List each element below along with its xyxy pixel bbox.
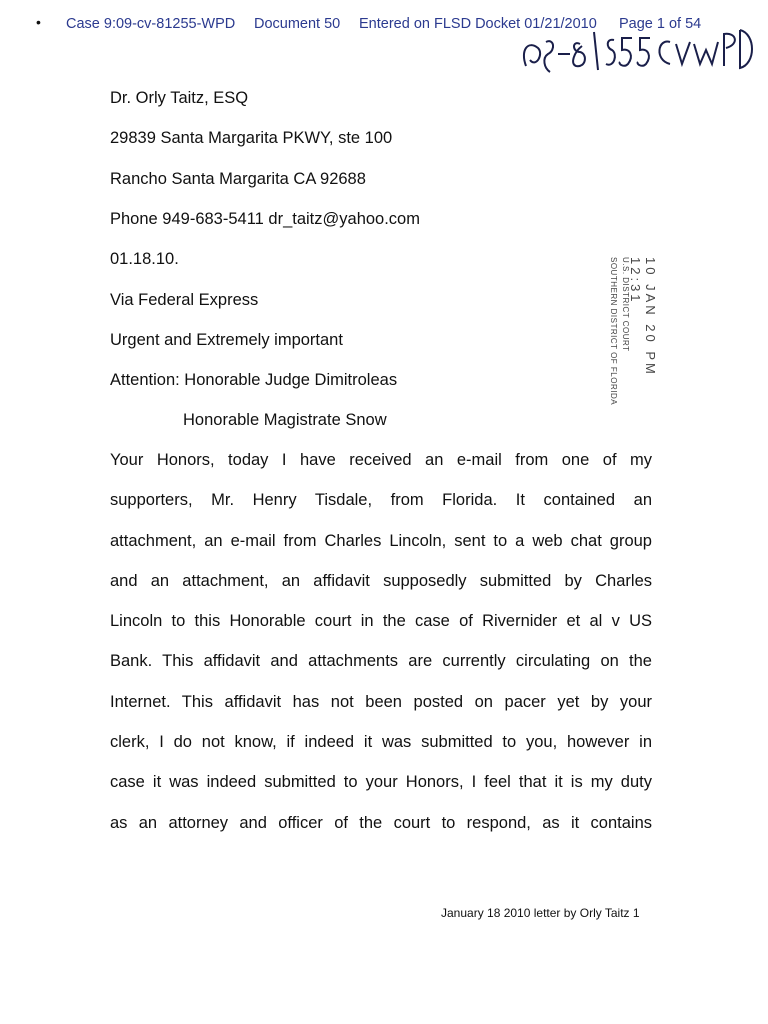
attention-line-2: Honorable Magistrate Snow	[183, 411, 387, 429]
sender-address-line-1: 29839 Santa Margarita PKWY, ste 100	[110, 129, 393, 147]
stamp-datetime: 10 JAN 20 PM 12:31	[628, 257, 658, 377]
body-line: and an attachment, an affidavit supposedly submitted by Charles	[110, 571, 652, 590]
page-indicator: Page 1 of 54	[619, 16, 702, 32]
body-line: attachment, an e-mail from Charles Lincoln, sent to a web chat group	[110, 531, 652, 550]
stamp-district: SOUTHERN DISTRICT OF FLORIDA	[609, 257, 618, 406]
sender-contact: Phone 949-683-5411 dr_taitz@yahoo.com	[110, 210, 420, 228]
body-line: supporters, Mr. Henry Tisdale, from Florida. It contained an	[110, 491, 652, 510]
document-number: Document 50	[254, 16, 341, 32]
body-line: Your Honors, today I have received an e-mail from one of my	[110, 451, 652, 469]
body-line: Bank. This affidavit and attachments are currently circulating on the	[110, 652, 652, 671]
sender-name: Dr. Orly Taitz, ESQ	[110, 89, 249, 107]
delivery-method: Via Federal Express	[110, 291, 259, 309]
attention-line: Attention: Honorable Judge Dimitroleas	[110, 371, 398, 389]
letter-body	[110, 440, 652, 843]
handwritten-case-number	[518, 20, 758, 76]
docket-entry-date: Entered on FLSD Docket 01/21/2010	[359, 16, 597, 32]
body-line: clerk, I do not know, if indeed it was submitted to you, however in	[110, 733, 652, 752]
body-line: as an attorney and officer of the court to respond, as it contains	[110, 813, 652, 832]
header-bullet: •	[36, 14, 41, 30]
stamp-court: U.S. DISTRICT COURT	[621, 257, 630, 352]
page-footer: January 18 2010 letter by Orly Taitz 1	[441, 906, 640, 920]
court-filing-stamp	[580, 255, 660, 425]
letter-date: 01.18.10.	[110, 250, 179, 268]
body-line: case it was indeed submitted to your Honors, I feel that it is my duty	[110, 773, 652, 792]
priority-note: Urgent and Extremely important	[110, 331, 343, 349]
sender-address-line-2: Rancho Santa Margarita CA 92688	[110, 170, 366, 188]
body-line: Internet. This affidavit has not been posted on pacer yet by your	[110, 692, 652, 711]
body-line: Lincoln to this Honorable court in the case of Rivernider et al v US	[110, 612, 652, 631]
case-number: Case 9:09-cv-81255-WPD	[66, 16, 236, 32]
